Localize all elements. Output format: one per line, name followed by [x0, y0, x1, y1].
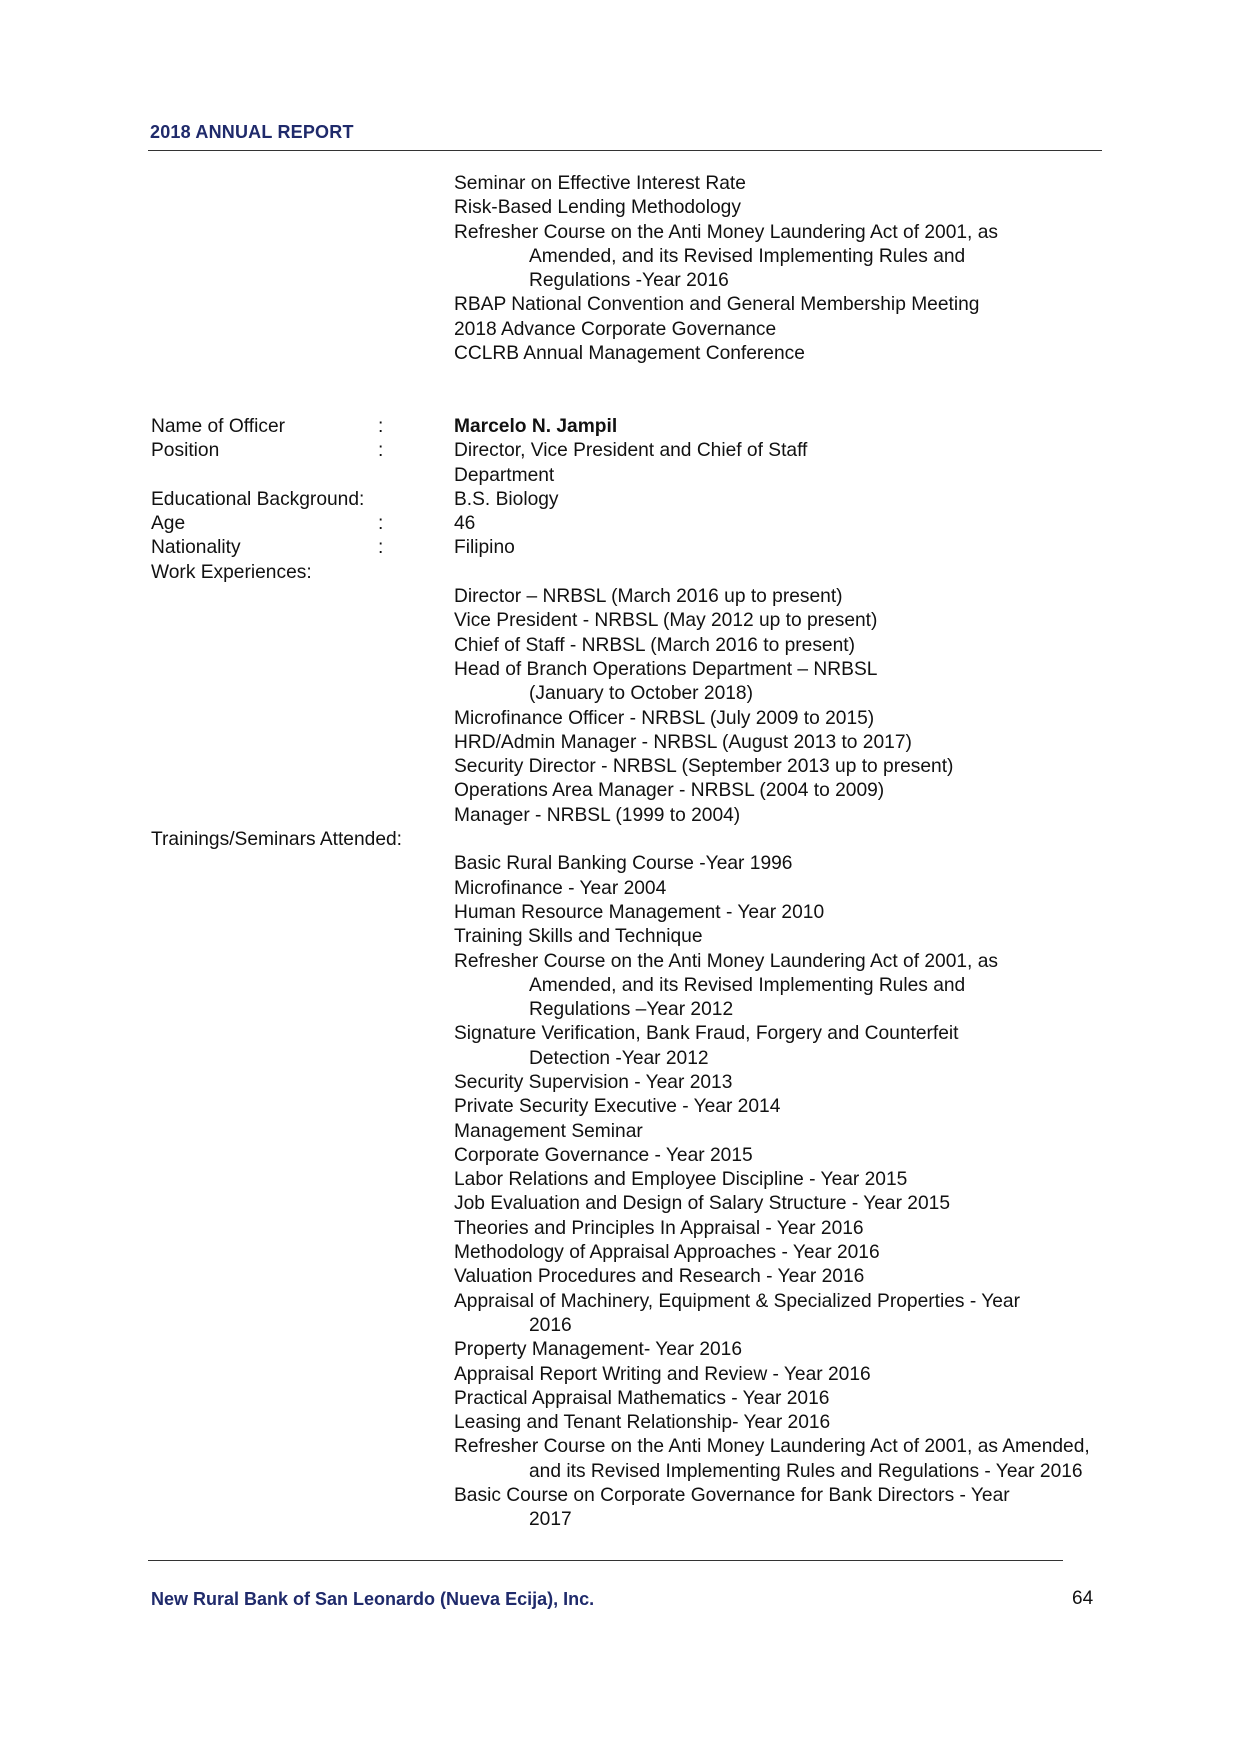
list-item-text: 2018 Advance Corporate Governance: [454, 318, 777, 340]
page-number: 64: [1072, 1588, 1094, 1609]
list-item-text: Security Supervision - Year 2013: [454, 1071, 733, 1093]
trainings-label-row: [0, 828, 1241, 852]
list-item: [454, 1290, 1241, 1339]
education-row: [0, 488, 1241, 512]
list-item: [454, 293, 1241, 317]
list-item-text: Manager - NRBSL (1999 to 2004): [454, 804, 741, 826]
list-item: [454, 755, 1241, 779]
list-item: [454, 585, 1241, 609]
work-label-row: [0, 561, 1241, 585]
list-item-continuation: and its Revised Implementing Rules and Regulations - Year 2016: [529, 1460, 1083, 1482]
position-value-line-2: Department: [454, 464, 555, 486]
trainings-list: [454, 852, 1241, 1532]
list-item-text: CCLRB Annual Management Conference: [454, 343, 805, 365]
list-item: [454, 1071, 1241, 1095]
list-item: [454, 950, 1241, 1023]
trainings-label: Trainings/Seminars Attended:: [151, 829, 402, 851]
list-item-continuation: Regulations –Year 2012: [529, 999, 734, 1021]
list-item: [454, 877, 1241, 901]
work-experiences-list: [454, 585, 1241, 828]
list-item: [454, 1265, 1241, 1289]
list-item: [454, 221, 1241, 294]
list-item-text: Refresher Course on the Anti Money Laundering Act of 2001, as: [454, 221, 998, 243]
list-item: [454, 634, 1241, 658]
list-item: [454, 852, 1241, 876]
nationality-row: [0, 536, 1241, 560]
work-list-row: [0, 585, 1241, 828]
list-item-continuation: 2016: [529, 1314, 572, 1336]
list-item-text: Signature Verification, Bank Fraud, Forgery and Counterfeit: [454, 1023, 959, 1045]
list-item-continuation: Detection -Year 2012: [529, 1047, 709, 1069]
list-item-text: Director – NRBSL (March 2016 up to present): [454, 586, 843, 608]
list-item-continuation: Amended, and its Revised Implementing Rules and: [529, 974, 966, 996]
prior-trainings-row: [0, 172, 1241, 366]
list-item-continuation: Amended, and its Revised Implementing Rules and: [529, 245, 966, 267]
age-colon: :: [378, 513, 384, 535]
list-item-text: Microfinance - Year 2004: [454, 877, 667, 899]
education-label: Educational Background:: [151, 488, 365, 510]
list-item-text: Chief of Staff - NRBSL (March 2016 to present): [454, 634, 855, 656]
list-item-text: Valuation Procedures and Research - Year 2016: [454, 1266, 865, 1288]
list-item: [454, 1120, 1241, 1144]
position-label: Position: [151, 440, 220, 462]
list-item-continuation: (January to October 2018): [529, 683, 753, 705]
trainings-list-row: [0, 852, 1241, 1532]
name-colon: :: [378, 415, 384, 437]
list-item-text: Methodology of Appraisal Approaches - Year 2016: [454, 1242, 880, 1264]
list-item: [454, 731, 1241, 755]
list-item: [454, 1168, 1241, 1192]
list-item: [454, 779, 1241, 803]
officer-name: Marcelo N. Jampil: [454, 415, 618, 437]
list-item: [454, 1484, 1241, 1533]
list-item: [454, 1241, 1241, 1265]
position-row: [0, 439, 1241, 488]
list-item-text: Practical Appraisal Mathematics - Year 2016: [454, 1387, 830, 1409]
list-item-text: Refresher Course on the Anti Money Laundering Act of 2001, as Amended,: [454, 1436, 1090, 1458]
list-item-text: HRD/Admin Manager - NRBSL (August 2013 to 2017): [454, 731, 912, 753]
position-value-line-1: Director, Vice President and Chief of Staff: [454, 440, 808, 462]
list-item: [454, 1192, 1241, 1216]
list-item-text: RBAP National Convention and General Membership Meeting: [454, 294, 980, 316]
position-colon: :: [378, 440, 384, 462]
list-item-text: Property Management- Year 2016: [454, 1339, 742, 1361]
nationality-label: Nationality: [151, 537, 241, 559]
list-item: [454, 1338, 1241, 1362]
list-item-text: Training Skills and Technique: [454, 926, 703, 948]
list-item-text: Refresher Course on the Anti Money Laundering Act of 2001, as: [454, 950, 998, 972]
list-item: [454, 658, 1241, 707]
page-content: [0, 172, 1241, 1533]
list-item-text: Operations Area Manager - NRBSL (2004 to 2009): [454, 780, 885, 802]
header-rule: [148, 150, 1102, 151]
list-item: [454, 1411, 1241, 1435]
list-item: [454, 342, 1241, 366]
list-item: [454, 609, 1241, 633]
list-item-text: Private Security Executive - Year 2014: [454, 1096, 781, 1118]
list-item-text: Labor Relations and Employee Discipline - Year 2015: [454, 1169, 908, 1191]
list-item-continuation: Regulations -Year 2016: [529, 270, 729, 292]
list-item: [454, 1435, 1241, 1484]
list-item-text: Risk-Based Lending Methodology: [454, 197, 741, 219]
list-item-text: Microfinance Officer - NRBSL (July 2009 to 2015): [454, 707, 875, 729]
report-header-title: 2018 ANNUAL REPORT: [150, 122, 354, 142]
age-value: 46: [454, 513, 476, 535]
age-label: Age: [151, 513, 186, 535]
list-item-text: Management Seminar: [454, 1120, 643, 1142]
nationality-colon: :: [378, 537, 384, 559]
nationality-value: Filipino: [454, 537, 515, 559]
list-item-text: Basic Rural Banking Course -Year 1996: [454, 853, 793, 875]
list-item-text: Appraisal Report Writing and Review - Year 2016: [454, 1363, 871, 1385]
prior-trainings-list: [454, 172, 1241, 366]
list-item-text: Human Resource Management - Year 2010: [454, 901, 825, 923]
list-item-text: Appraisal of Machinery, Equipment & Specialized Properties - Year: [454, 1290, 1020, 1312]
education-value: B.S. Biology: [454, 488, 559, 510]
list-item: [454, 901, 1241, 925]
list-item-continuation: 2017: [529, 1509, 572, 1531]
list-item-text: Security Director - NRBSL (September 2013 up to present): [454, 756, 954, 778]
list-item: [454, 1217, 1241, 1241]
footer-rule: [148, 1560, 1063, 1561]
age-row: [0, 512, 1241, 536]
list-item: [454, 1144, 1241, 1168]
list-item: [454, 707, 1241, 731]
list-item: [454, 1022, 1241, 1071]
list-item: [454, 1363, 1241, 1387]
list-item: [454, 318, 1241, 342]
footer-bank-name: New Rural Bank of San Leonardo (Nueva Ecija), Inc.: [151, 1589, 595, 1609]
list-item-text: Theories and Principles In Appraisal - Year 2016: [454, 1217, 864, 1239]
list-item: [454, 196, 1241, 220]
list-item: [454, 1387, 1241, 1411]
list-item: [454, 925, 1241, 949]
name-label: Name of Officer: [151, 415, 286, 437]
list-item-text: Vice President - NRBSL (May 2012 up to present): [454, 610, 878, 632]
list-item: [454, 804, 1241, 828]
officer-name-row: [0, 415, 1241, 439]
list-item: [454, 172, 1241, 196]
list-item-text: Leasing and Tenant Relationship- Year 2016: [454, 1412, 831, 1434]
list-item-text: Job Evaluation and Design of Salary Structure - Year 2015: [454, 1193, 950, 1215]
list-item-text: Basic Course on Corporate Governance for Bank Directors - Year: [454, 1485, 1010, 1507]
list-item-text: Corporate Governance - Year 2015: [454, 1144, 753, 1166]
list-item-text: Head of Branch Operations Department – NRBSL: [454, 658, 878, 680]
list-item: [454, 1095, 1241, 1119]
work-experiences-label: Work Experiences:: [151, 561, 312, 583]
list-item-text: Seminar on Effective Interest Rate: [454, 173, 746, 194]
